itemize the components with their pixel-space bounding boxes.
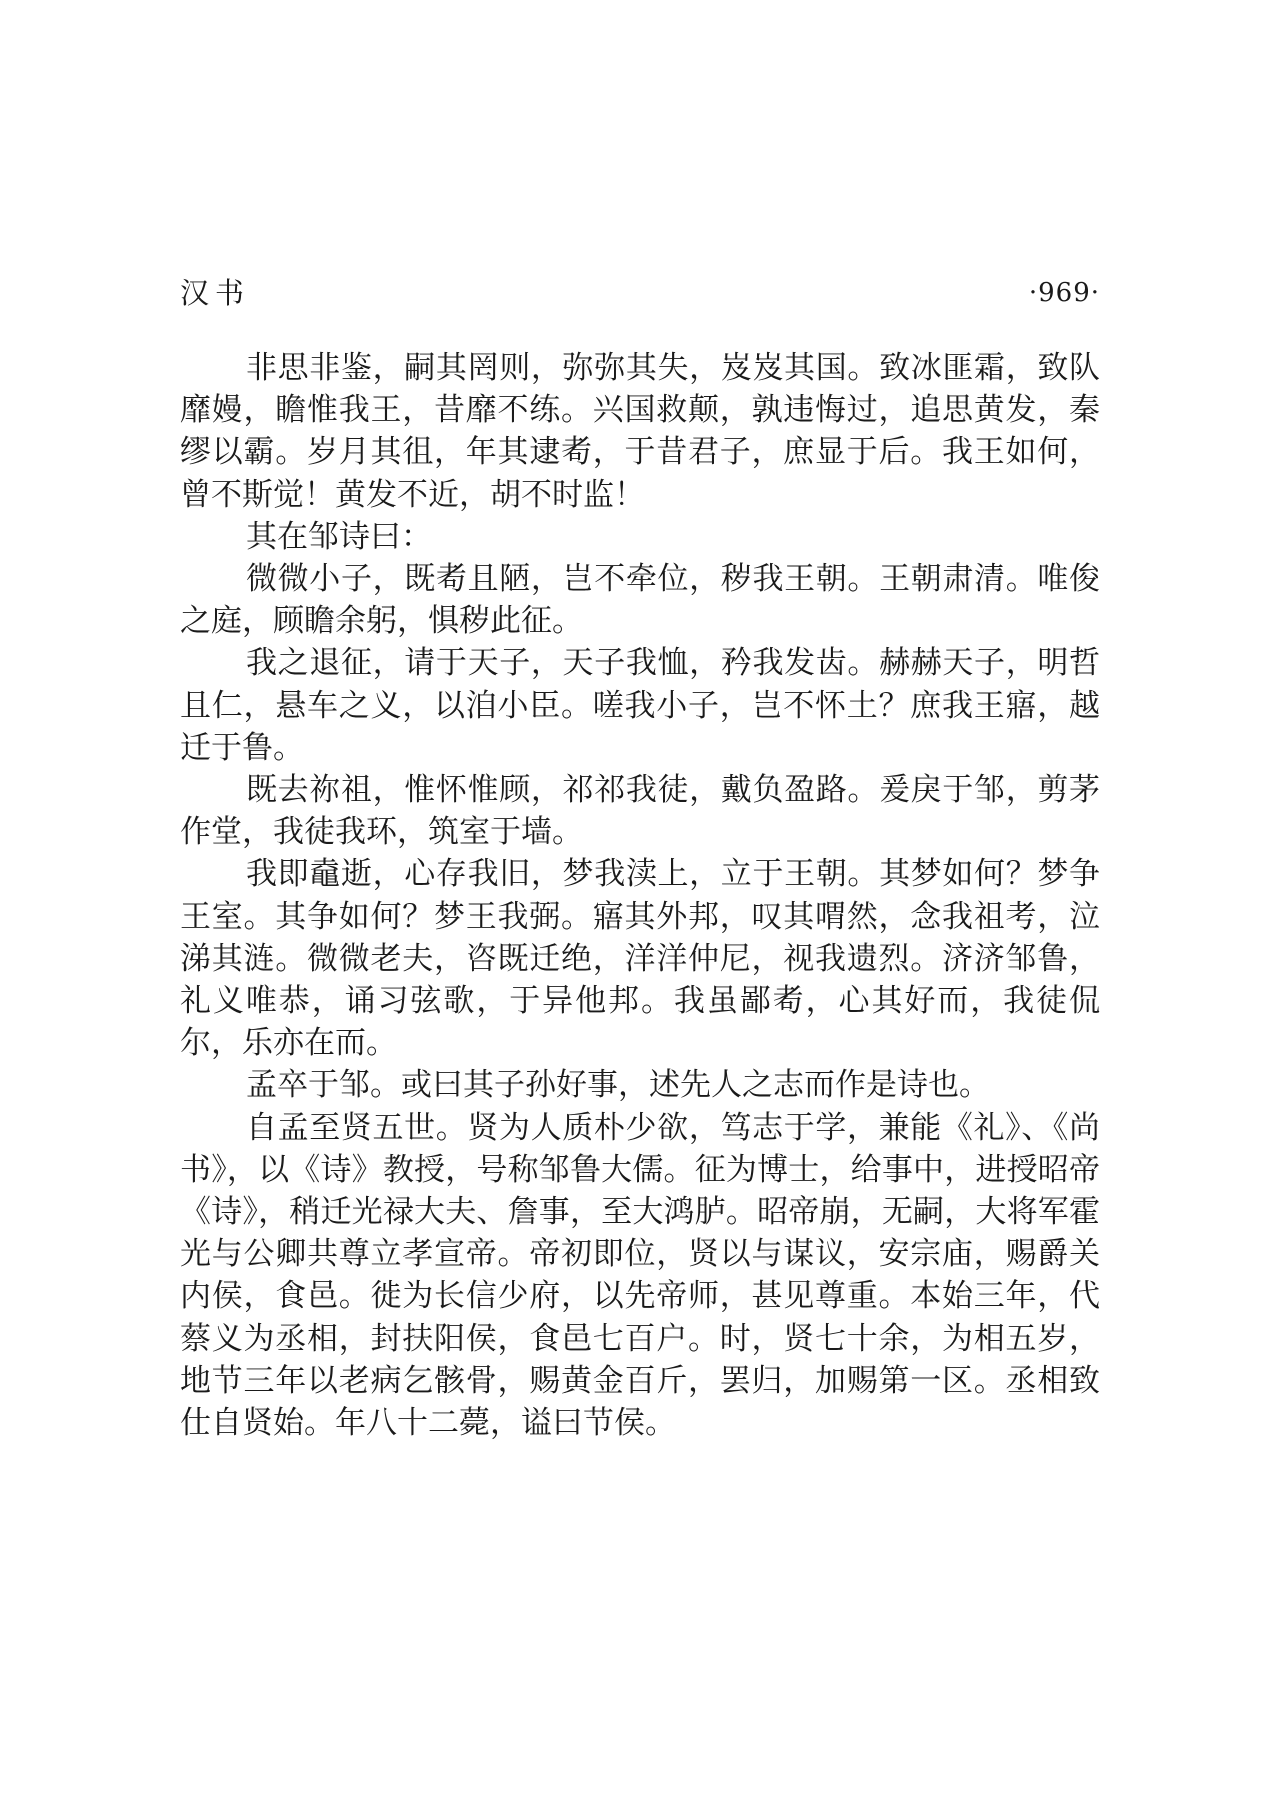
paragraph: 我之退征，请于天子，天子我恤，矜我发齿。赫赫天子，明哲且仁，悬车之义，以洎小臣。嗟我小子，岂不怀土？庶我王寤，越迁于鲁。 [180, 645, 1100, 766]
page-header [180, 268, 1100, 318]
page-number: ·969· [1028, 278, 1100, 308]
paragraph: 我即鼀逝，心存我旧，梦我渎上，立于王朝。其梦如何？梦争王室。其争如何？梦王我弼。寤其外邦，叹其喟然，念我祖考，泣涕其涟。微微老夫，咨既迁绝，洋洋仲尼，视我遗烈。济济邹鲁，礼义唯恭，诵习弦歌，于异他邦。我虽鄙耇，心其好而，我徒侃尔，乐亦在而。 [180, 856, 1100, 1062]
paragraph: 微微小子，既耇且陋，岂不牵位，秽我王朝。王朝肃清。唯俊之庭，顾瞻余躬，惧秽此征。 [180, 561, 1100, 640]
paragraph: 孟卒于邹。或曰其子孙好事，述先人之志而作是诗也。 [246, 1067, 990, 1104]
body-text [180, 347, 1100, 1444]
book-title: 汉书 [180, 276, 251, 310]
paragraph: 非思非鉴，嗣其罔则，弥弥其失，岌岌其国。致冰匪霜，致队靡嫚，瞻惟我王，昔靡不练。兴国救颠，孰违悔过，追思黄发，秦缪以霸。岁月其徂，年其逮耇，于昔君子，庶显于后。我王如何，曾不斯觉！黄发不近，胡不时监！ [180, 350, 1100, 513]
paragraph: 其在邹诗曰： [246, 518, 432, 555]
paragraph: 既去祢祖，惟怀惟顾，祁祁我徒，戴负盈路。爰戾于邹，剪茅作堂，我徒我环，筑室于墙。 [180, 772, 1100, 851]
paragraph: 自孟至贤五世。贤为人质朴少欲，笃志于学，兼能《礼》、《尚书》，以《诗》教授，号称邹鲁大儒。征为博士，给事中，进授昭帝《诗》，稍迁光禄大夫、詹事，至大鸿胪。昭帝崩，无嗣，大将军霍光与公卿共尊立孝宣帝。帝初即位，贤以与谋议，安宗庙，赐爵关内侯，食邑。徙为长信少府，以先帝师，甚见尊重。本始三年，代蔡义为丞相，封扶阳侯，食邑七百户。时，贤七十余，为相五岁，地节三年以老病乞骸骨，赐黄金百斤，罢归，加赐第一区。丞相致仕自贤始。年八十二薨，谥曰节侯。 [180, 1109, 1100, 1442]
